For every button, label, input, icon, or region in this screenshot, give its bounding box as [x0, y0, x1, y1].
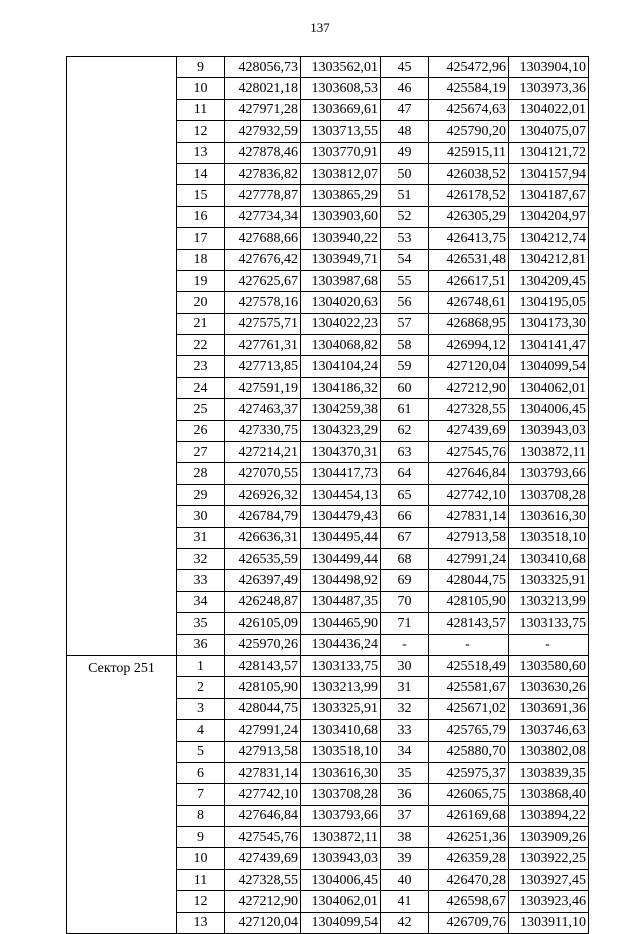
x-coordinate-cell: 427646,84 — [225, 805, 301, 826]
y-coordinate-cell: 1303872,11 — [301, 827, 381, 848]
y-coordinate-cell: 1303802,08 — [509, 741, 589, 762]
y-coordinate-cell: 1303973,36 — [509, 78, 589, 99]
point-number-cell: 19 — [177, 270, 225, 291]
y-coordinate-cell: 1303708,28 — [509, 484, 589, 505]
point-number-cell: 14 — [177, 163, 225, 184]
x-coordinate-cell: 428143,57 — [429, 613, 509, 634]
point-number-cell: 60 — [381, 377, 429, 398]
x-coordinate-cell: 427932,59 — [225, 121, 301, 142]
x-coordinate-cell: 427646,84 — [429, 463, 509, 484]
x-coordinate-cell: 425975,37 — [429, 762, 509, 783]
y-coordinate-cell: 1304204,97 — [509, 206, 589, 227]
point-number-cell: 38 — [381, 827, 429, 848]
point-number-cell: 31 — [177, 527, 225, 548]
point-number-cell: 64 — [381, 463, 429, 484]
y-coordinate-cell: 1303894,22 — [509, 805, 589, 826]
point-number-cell: 71 — [381, 613, 429, 634]
y-coordinate-cell: 1304417,73 — [301, 463, 381, 484]
y-coordinate-cell: 1303213,99 — [301, 677, 381, 698]
point-number-cell: 56 — [381, 292, 429, 313]
y-coordinate-cell: 1303943,03 — [509, 420, 589, 441]
x-coordinate-cell: 427120,04 — [225, 912, 301, 933]
y-coordinate-cell: 1303608,53 — [301, 78, 381, 99]
point-number-cell: 8 — [177, 805, 225, 826]
x-coordinate-cell: 426535,59 — [225, 548, 301, 569]
point-number-cell: 30 — [177, 506, 225, 527]
y-coordinate-cell: 1304062,01 — [301, 891, 381, 912]
y-coordinate-cell: 1304141,47 — [509, 335, 589, 356]
x-coordinate-cell: 425472,96 — [429, 57, 509, 78]
y-coordinate-cell: 1304068,82 — [301, 335, 381, 356]
y-coordinate-cell: - — [509, 634, 589, 655]
point-number-cell: 65 — [381, 484, 429, 505]
y-coordinate-cell: 1303691,36 — [509, 698, 589, 719]
x-coordinate-cell: 426038,52 — [429, 163, 509, 184]
x-coordinate-cell: 426709,76 — [429, 912, 509, 933]
y-coordinate-cell: 1304099,54 — [301, 912, 381, 933]
x-coordinate-cell: 427831,14 — [225, 762, 301, 783]
x-coordinate-cell: 427328,55 — [225, 869, 301, 890]
point-number-cell: 15 — [177, 185, 225, 206]
point-number-cell: 22 — [177, 335, 225, 356]
y-coordinate-cell: 1303872,11 — [509, 442, 589, 463]
x-coordinate-cell: 428105,90 — [225, 677, 301, 698]
point-number-cell: 39 — [381, 848, 429, 869]
x-coordinate-cell: 425880,70 — [429, 741, 509, 762]
x-coordinate-cell: 427742,10 — [225, 784, 301, 805]
point-number-cell: 30 — [381, 655, 429, 676]
y-coordinate-cell: 1304487,35 — [301, 591, 381, 612]
x-coordinate-cell: 425765,79 — [429, 720, 509, 741]
y-coordinate-cell: 1304006,45 — [509, 399, 589, 420]
y-coordinate-cell: 1304020,63 — [301, 292, 381, 313]
point-number-cell: 10 — [177, 848, 225, 869]
point-number-cell: 59 — [381, 356, 429, 377]
x-coordinate-cell: 427761,31 — [225, 335, 301, 356]
point-number-cell: 20 — [177, 292, 225, 313]
y-coordinate-cell: 1304479,43 — [301, 506, 381, 527]
point-number-cell: 57 — [381, 313, 429, 334]
y-coordinate-cell: 1303770,91 — [301, 142, 381, 163]
sector-name-cell — [67, 57, 177, 656]
x-coordinate-cell: 427991,24 — [225, 720, 301, 741]
x-coordinate-cell: 427734,34 — [225, 206, 301, 227]
point-number-cell: 40 — [381, 869, 429, 890]
x-coordinate-cell: 426248,87 — [225, 591, 301, 612]
x-coordinate-cell: 426868,95 — [429, 313, 509, 334]
x-coordinate-cell: 426598,67 — [429, 891, 509, 912]
y-coordinate-cell: 1304022,01 — [509, 99, 589, 120]
x-coordinate-cell: 427328,55 — [429, 399, 509, 420]
point-number-cell: 51 — [381, 185, 429, 206]
point-number-cell: 12 — [177, 121, 225, 142]
x-coordinate-cell: 426617,51 — [429, 270, 509, 291]
y-coordinate-cell: 1304495,44 — [301, 527, 381, 548]
x-coordinate-cell: 426994,12 — [429, 335, 509, 356]
x-coordinate-cell: 427545,76 — [225, 827, 301, 848]
y-coordinate-cell: 1303923,46 — [509, 891, 589, 912]
y-coordinate-cell: 1304212,81 — [509, 249, 589, 270]
y-coordinate-cell: 1304209,45 — [509, 270, 589, 291]
x-coordinate-cell: 426305,29 — [429, 206, 509, 227]
x-coordinate-cell: 425674,63 — [429, 99, 509, 120]
y-coordinate-cell: 1303580,60 — [509, 655, 589, 676]
y-coordinate-cell: 1304259,38 — [301, 399, 381, 420]
x-coordinate-cell: 427831,14 — [429, 506, 509, 527]
x-coordinate-cell: 426531,48 — [429, 249, 509, 270]
point-number-cell: 35 — [381, 762, 429, 783]
y-coordinate-cell: 1303911,10 — [509, 912, 589, 933]
y-coordinate-cell: 1304195,05 — [509, 292, 589, 313]
point-number-cell: 34 — [381, 741, 429, 762]
point-number-cell: 10 — [177, 78, 225, 99]
x-coordinate-cell: 427971,28 — [225, 99, 301, 120]
point-number-cell: 32 — [381, 698, 429, 719]
page-number: 137 — [310, 20, 330, 35]
table-row — [67, 655, 589, 676]
x-coordinate-cell: 428056,73 — [225, 57, 301, 78]
y-coordinate-cell: 1304104,24 — [301, 356, 381, 377]
x-coordinate-cell: 427913,58 — [429, 527, 509, 548]
point-number-cell: 69 — [381, 570, 429, 591]
x-coordinate-cell: 426359,28 — [429, 848, 509, 869]
y-coordinate-cell: 1303410,68 — [301, 720, 381, 741]
y-coordinate-cell: 1303903,60 — [301, 206, 381, 227]
x-coordinate-cell: 427625,67 — [225, 270, 301, 291]
sector-name-cell: Сектор 251 — [67, 655, 177, 933]
point-number-cell: 27 — [177, 442, 225, 463]
y-coordinate-cell: 1304499,44 — [301, 548, 381, 569]
y-coordinate-cell: 1304062,01 — [509, 377, 589, 398]
point-number-cell: 61 — [381, 399, 429, 420]
point-number-cell: 53 — [381, 228, 429, 249]
x-coordinate-cell: 425790,20 — [429, 121, 509, 142]
point-number-cell: 25 — [177, 399, 225, 420]
y-coordinate-cell: 1303865,29 — [301, 185, 381, 206]
point-number-cell: 54 — [381, 249, 429, 270]
point-number-cell: 23 — [177, 356, 225, 377]
x-coordinate-cell: 428021,18 — [225, 78, 301, 99]
y-coordinate-cell: 1303746,63 — [509, 720, 589, 741]
point-number-cell: 17 — [177, 228, 225, 249]
x-coordinate-cell: 427330,75 — [225, 420, 301, 441]
y-coordinate-cell: 1304465,90 — [301, 613, 381, 634]
x-coordinate-cell: 427212,90 — [225, 891, 301, 912]
point-number-cell: 66 — [381, 506, 429, 527]
x-coordinate-cell: 427439,69 — [429, 420, 509, 441]
point-number-cell: 45 — [381, 57, 429, 78]
y-coordinate-cell: 1303922,25 — [509, 848, 589, 869]
point-number-cell: 33 — [381, 720, 429, 741]
x-coordinate-cell: 425581,67 — [429, 677, 509, 698]
y-coordinate-cell: 1303518,10 — [301, 741, 381, 762]
point-number-cell: 9 — [177, 57, 225, 78]
x-coordinate-cell: 427212,90 — [429, 377, 509, 398]
point-number-cell: 50 — [381, 163, 429, 184]
x-coordinate-cell: 427913,58 — [225, 741, 301, 762]
y-coordinate-cell: 1304370,31 — [301, 442, 381, 463]
x-coordinate-cell: 426169,68 — [429, 805, 509, 826]
x-coordinate-cell: 428105,90 — [429, 591, 509, 612]
point-number-cell: 34 — [177, 591, 225, 612]
y-coordinate-cell: 1303616,30 — [301, 762, 381, 783]
x-coordinate-cell: 427463,37 — [225, 399, 301, 420]
point-number-cell: 5 — [177, 741, 225, 762]
x-coordinate-cell: 427713,85 — [225, 356, 301, 377]
y-coordinate-cell: 1303927,45 — [509, 869, 589, 890]
point-number-cell: 26 — [177, 420, 225, 441]
point-number-cell: 42 — [381, 912, 429, 933]
y-coordinate-cell: 1303943,03 — [301, 848, 381, 869]
x-coordinate-cell: 427578,16 — [225, 292, 301, 313]
point-number-cell: 18 — [177, 249, 225, 270]
point-number-cell: 6 — [177, 762, 225, 783]
y-coordinate-cell: 1303616,30 — [509, 506, 589, 527]
x-coordinate-cell: 427545,76 — [429, 442, 509, 463]
point-number-cell: 21 — [177, 313, 225, 334]
point-number-cell: 2 — [177, 677, 225, 698]
y-coordinate-cell: 1303325,91 — [301, 698, 381, 719]
x-coordinate-cell: 425671,02 — [429, 698, 509, 719]
y-coordinate-cell: 1303987,68 — [301, 270, 381, 291]
y-coordinate-cell: 1303940,22 — [301, 228, 381, 249]
y-coordinate-cell: 1303868,40 — [509, 784, 589, 805]
x-coordinate-cell: 426636,31 — [225, 527, 301, 548]
point-number-cell: 33 — [177, 570, 225, 591]
point-number-cell: 11 — [177, 99, 225, 120]
point-number-cell: 35 — [177, 613, 225, 634]
point-number-cell: 12 — [177, 891, 225, 912]
point-number-cell: 52 — [381, 206, 429, 227]
y-coordinate-cell: 1303213,99 — [509, 591, 589, 612]
x-coordinate-cell: 427070,55 — [225, 463, 301, 484]
y-coordinate-cell: 1304212,74 — [509, 228, 589, 249]
x-coordinate-cell: 426251,36 — [429, 827, 509, 848]
y-coordinate-cell: 1303410,68 — [509, 548, 589, 569]
point-number-cell: 3 — [177, 698, 225, 719]
point-number-cell: 47 — [381, 99, 429, 120]
x-coordinate-cell: 425518,49 — [429, 655, 509, 676]
x-coordinate-cell: 427591,19 — [225, 377, 301, 398]
x-coordinate-cell: 427676,42 — [225, 249, 301, 270]
x-coordinate-cell: 428044,75 — [225, 698, 301, 719]
x-coordinate-cell: 427878,46 — [225, 142, 301, 163]
point-number-cell: 68 — [381, 548, 429, 569]
y-coordinate-cell: 1303839,35 — [509, 762, 589, 783]
x-coordinate-cell: 427575,71 — [225, 313, 301, 334]
x-coordinate-cell: 425970,26 — [225, 634, 301, 655]
y-coordinate-cell: 1303562,01 — [301, 57, 381, 78]
point-number-cell: 1 — [177, 655, 225, 676]
y-coordinate-cell: 1303708,28 — [301, 784, 381, 805]
table-row — [67, 57, 589, 78]
point-number-cell: 13 — [177, 142, 225, 163]
x-coordinate-cell: - — [429, 634, 509, 655]
y-coordinate-cell: 1303713,55 — [301, 121, 381, 142]
y-coordinate-cell: 1303909,26 — [509, 827, 589, 848]
y-coordinate-cell: 1303793,66 — [301, 805, 381, 826]
y-coordinate-cell: 1304099,54 — [509, 356, 589, 377]
point-number-cell: 31 — [381, 677, 429, 698]
x-coordinate-cell: 427991,24 — [429, 548, 509, 569]
point-number-cell: 29 — [177, 484, 225, 505]
point-number-cell: 67 — [381, 527, 429, 548]
point-number-cell: 63 — [381, 442, 429, 463]
point-number-cell: 28 — [177, 463, 225, 484]
point-number-cell: 41 — [381, 891, 429, 912]
x-coordinate-cell: 427120,04 — [429, 356, 509, 377]
x-coordinate-cell: 428143,57 — [225, 655, 301, 676]
point-number-cell: 70 — [381, 591, 429, 612]
x-coordinate-cell: 426105,09 — [225, 613, 301, 634]
y-coordinate-cell: 1304498,92 — [301, 570, 381, 591]
y-coordinate-cell: 1303904,10 — [509, 57, 589, 78]
x-coordinate-cell: 427439,69 — [225, 848, 301, 869]
y-coordinate-cell: 1303133,75 — [509, 613, 589, 634]
y-coordinate-cell: 1304157,94 — [509, 163, 589, 184]
y-coordinate-cell: 1303518,10 — [509, 527, 589, 548]
point-number-cell: 36 — [381, 784, 429, 805]
x-coordinate-cell: 427778,87 — [225, 185, 301, 206]
y-coordinate-cell: 1304173,30 — [509, 313, 589, 334]
coordinates-table — [66, 56, 589, 934]
y-coordinate-cell: 1304454,13 — [301, 484, 381, 505]
x-coordinate-cell: 427214,21 — [225, 442, 301, 463]
point-number-cell: 62 — [381, 420, 429, 441]
x-coordinate-cell: 426178,52 — [429, 185, 509, 206]
x-coordinate-cell: 426926,32 — [225, 484, 301, 505]
point-number-cell: 11 — [177, 869, 225, 890]
x-coordinate-cell: 426065,75 — [429, 784, 509, 805]
y-coordinate-cell: 1304075,07 — [509, 121, 589, 142]
x-coordinate-cell: 426748,61 — [429, 292, 509, 313]
x-coordinate-cell: 426397,49 — [225, 570, 301, 591]
y-coordinate-cell: 1303630,26 — [509, 677, 589, 698]
point-number-cell: 9 — [177, 827, 225, 848]
point-number-cell: 48 — [381, 121, 429, 142]
point-number-cell: 32 — [177, 548, 225, 569]
y-coordinate-cell: 1303133,75 — [301, 655, 381, 676]
point-number-cell: 36 — [177, 634, 225, 655]
y-coordinate-cell: 1304323,29 — [301, 420, 381, 441]
point-number-cell: 55 — [381, 270, 429, 291]
point-number-cell: 24 — [177, 377, 225, 398]
point-number-cell: 58 — [381, 335, 429, 356]
y-coordinate-cell: 1303949,71 — [301, 249, 381, 270]
point-number-cell: 13 — [177, 912, 225, 933]
y-coordinate-cell: 1304436,24 — [301, 634, 381, 655]
x-coordinate-cell: 428044,75 — [429, 570, 509, 591]
y-coordinate-cell: 1303812,07 — [301, 163, 381, 184]
x-coordinate-cell: 426470,28 — [429, 869, 509, 890]
y-coordinate-cell: 1304006,45 — [301, 869, 381, 890]
point-number-cell: 16 — [177, 206, 225, 227]
point-number-cell: 7 — [177, 784, 225, 805]
y-coordinate-cell: 1304121,72 — [509, 142, 589, 163]
x-coordinate-cell: 426784,79 — [225, 506, 301, 527]
x-coordinate-cell: 425915,11 — [429, 142, 509, 163]
x-coordinate-cell: 427836,82 — [225, 163, 301, 184]
x-coordinate-cell: 426413,75 — [429, 228, 509, 249]
point-number-cell: 49 — [381, 142, 429, 163]
y-coordinate-cell: 1303793,66 — [509, 463, 589, 484]
y-coordinate-cell: 1303669,61 — [301, 99, 381, 120]
point-number-cell: 37 — [381, 805, 429, 826]
x-coordinate-cell: 427688,66 — [225, 228, 301, 249]
y-coordinate-cell: 1304187,67 — [509, 185, 589, 206]
y-coordinate-cell: 1304022,23 — [301, 313, 381, 334]
point-number-cell: 46 — [381, 78, 429, 99]
point-number-cell: - — [381, 634, 429, 655]
y-coordinate-cell: 1303325,91 — [509, 570, 589, 591]
x-coordinate-cell: 427742,10 — [429, 484, 509, 505]
y-coordinate-cell: 1304186,32 — [301, 377, 381, 398]
x-coordinate-cell: 425584,19 — [429, 78, 509, 99]
point-number-cell: 4 — [177, 720, 225, 741]
